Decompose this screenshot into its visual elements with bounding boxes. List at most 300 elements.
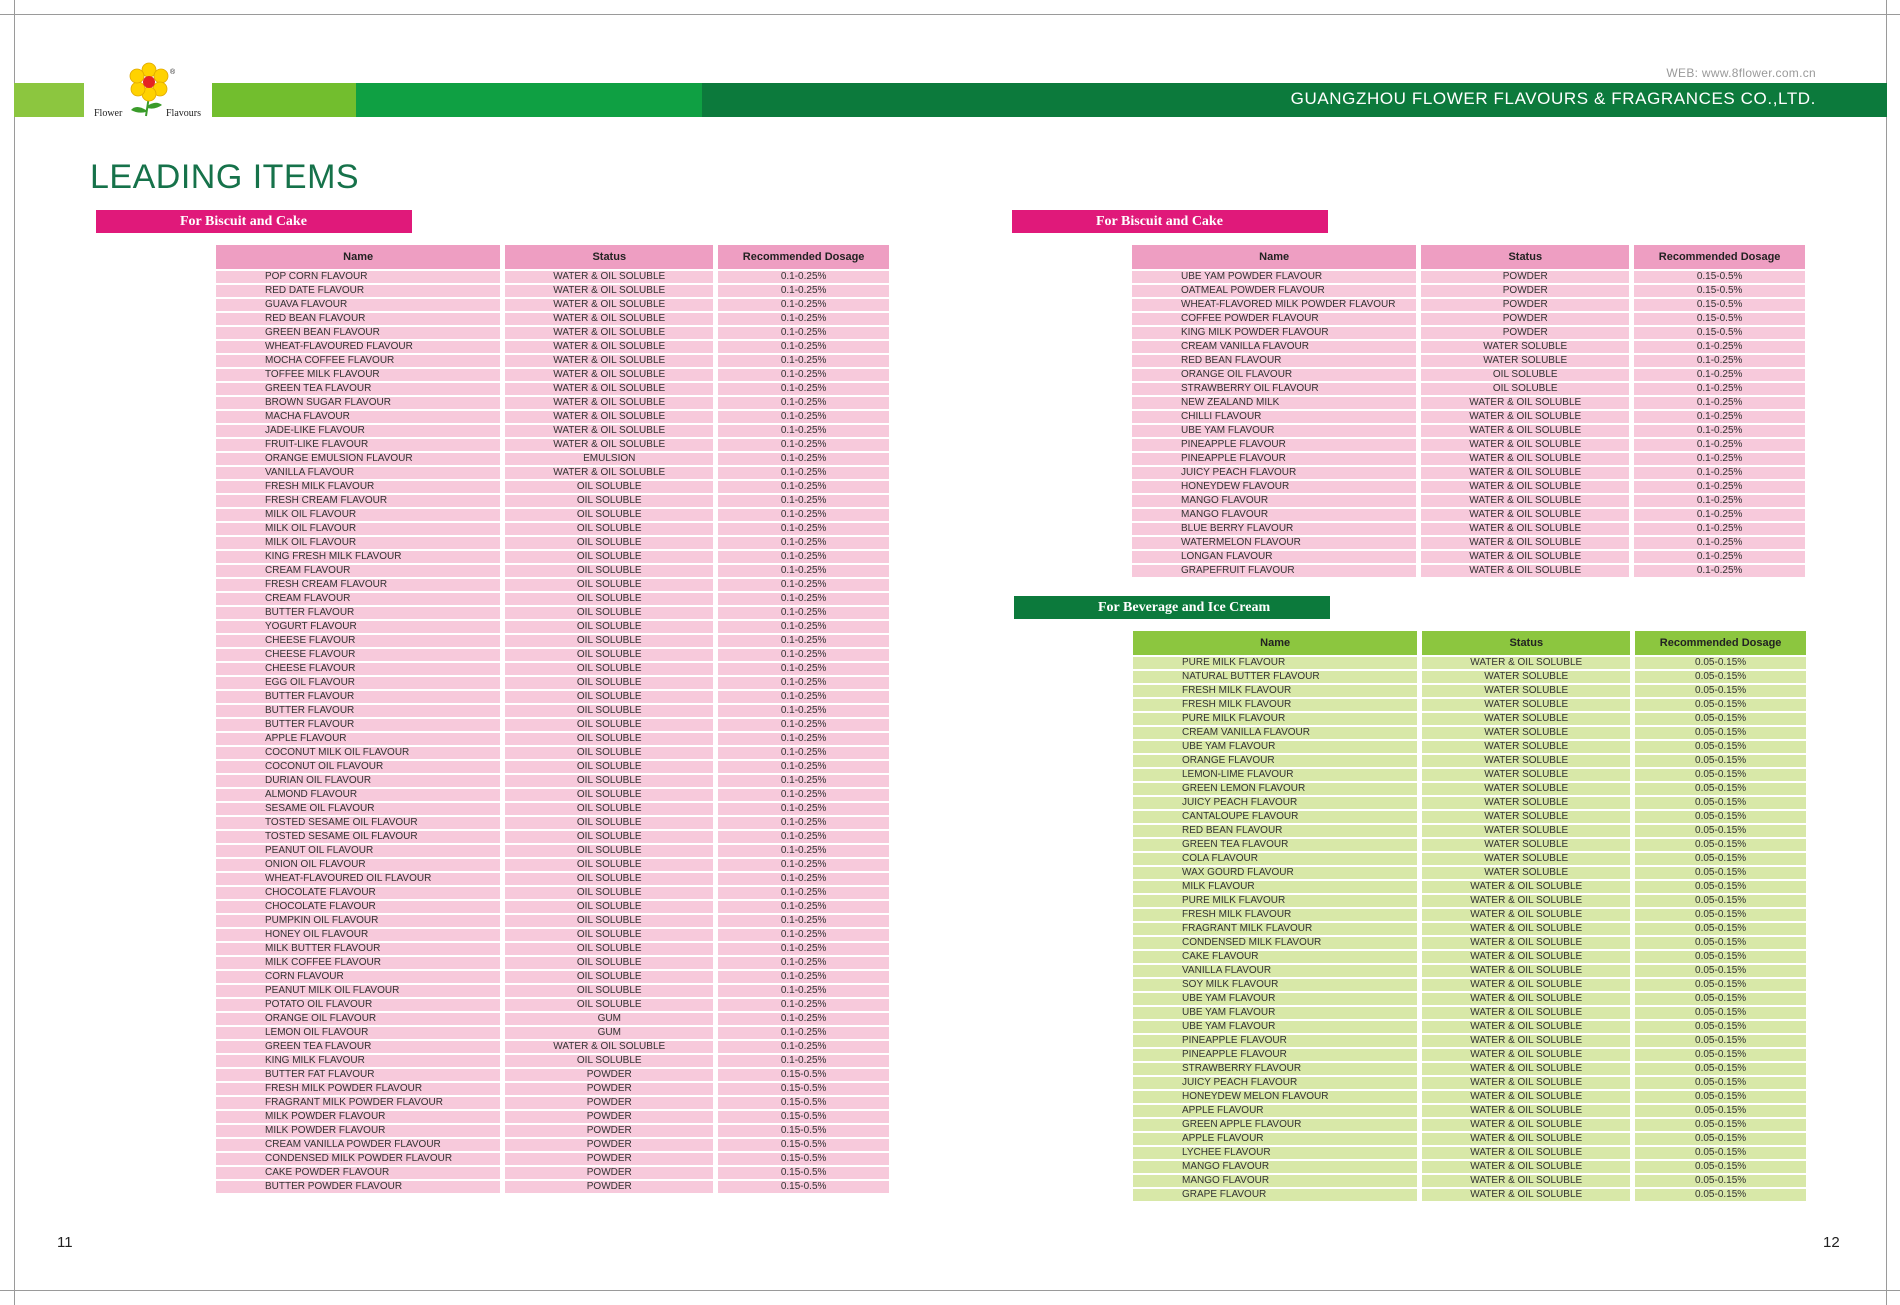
dosage-cell: 0.1-0.25% <box>718 733 889 745</box>
status-cell: WATER & OIL SOLUBLE <box>505 1041 713 1053</box>
status-cell: OIL SOLUBLE <box>1421 383 1629 395</box>
status-cell: WATER SOLUBLE <box>1422 797 1630 809</box>
status-cell: OIL SOLUBLE <box>505 943 713 955</box>
table-row <box>216 719 889 731</box>
dosage-cell: 0.1-0.25% <box>1634 523 1805 535</box>
table-row <box>1132 439 1805 451</box>
flavour-name-cell: MILK BUTTER FLAVOUR <box>216 943 500 955</box>
dosage-cell: 0.1-0.25% <box>718 341 889 353</box>
table-row <box>216 299 889 311</box>
table-row <box>216 1055 889 1067</box>
status-cell: WATER SOLUBLE <box>1422 755 1630 767</box>
status-cell: WATER SOLUBLE <box>1422 853 1630 865</box>
table-row <box>1132 495 1805 507</box>
dosage-cell: 0.15-0.5% <box>1634 299 1805 311</box>
status-cell: WATER & OIL SOLUBLE <box>1421 425 1629 437</box>
flavour-name-cell: YOGURT FLAVOUR <box>216 621 500 633</box>
dosage-cell: 0.05-0.15% <box>1635 1119 1806 1131</box>
dosage-cell: 0.15-0.5% <box>1634 285 1805 297</box>
status-cell: GUM <box>505 1027 713 1039</box>
dosage-cell: 0.1-0.25% <box>718 943 889 955</box>
table-row <box>216 495 889 507</box>
table-row <box>1133 783 1806 795</box>
flavour-name-cell: SESAME OIL FLAVOUR <box>216 803 500 815</box>
dosage-cell: 0.1-0.25% <box>718 327 889 339</box>
dosage-cell: 0.1-0.25% <box>718 1027 889 1039</box>
flavour-name-cell: OATMEAL POWDER FLAVOUR <box>1132 285 1416 297</box>
table-row <box>1133 1189 1806 1201</box>
flavour-name-cell: NEW ZEALAND MILK <box>1132 397 1416 409</box>
status-cell: OIL SOLUBLE <box>505 873 713 885</box>
dosage-cell: 0.15-0.5% <box>718 1139 889 1151</box>
dosage-cell: 0.1-0.25% <box>718 873 889 885</box>
dosage-cell: 0.1-0.25% <box>718 803 889 815</box>
status-cell: WATER & OIL SOLUBLE <box>1422 1021 1630 1033</box>
right-biscuit-table <box>1127 243 1810 579</box>
status-cell: WATER & OIL SOLUBLE <box>1422 1119 1630 1131</box>
table-row <box>1133 671 1806 683</box>
table-header-row <box>1133 631 1806 655</box>
flavour-name-cell: CHILLI FLAVOUR <box>1132 411 1416 423</box>
status-cell: OIL SOLUBLE <box>505 565 713 577</box>
flavour-name-cell: TOSTED SESAME OIL FLAVOUR <box>216 831 500 843</box>
flavour-name-cell: UBE YAM FLAVOUR <box>1133 1007 1417 1019</box>
column-header: Recommended Dosage <box>1635 631 1806 655</box>
table-row <box>216 985 889 997</box>
table-row <box>216 901 889 913</box>
status-cell: POWDER <box>1421 327 1629 339</box>
flavour-name-cell: UBE YAM FLAVOUR <box>1133 1021 1417 1033</box>
status-cell: OIL SOLUBLE <box>1421 369 1629 381</box>
table-row <box>216 383 889 395</box>
table-row <box>216 929 889 941</box>
dosage-cell: 0.1-0.25% <box>718 705 889 717</box>
flavour-name-cell: BLUE BERRY FLAVOUR <box>1132 523 1416 535</box>
dosage-cell: 0.05-0.15% <box>1635 797 1806 809</box>
status-cell: OIL SOLUBLE <box>505 705 713 717</box>
status-cell: WATER & OIL SOLUBLE <box>1421 523 1629 535</box>
table-row <box>216 1097 889 1109</box>
flavour-name-cell: UBE YAM FLAVOUR <box>1132 425 1416 437</box>
flavour-name-cell: JUICY PEACH FLAVOUR <box>1133 797 1417 809</box>
table-row <box>216 1125 889 1137</box>
flavour-name-cell: LEMON OIL FLAVOUR <box>216 1027 500 1039</box>
flavour-name-cell: BUTTER FLAVOUR <box>216 607 500 619</box>
status-cell: WATER SOLUBLE <box>1421 355 1629 367</box>
flavour-name-cell: GREEN LEMON FLAVOUR <box>1133 783 1417 795</box>
dosage-cell: 0.05-0.15% <box>1635 769 1806 781</box>
section-banner-right-2 <box>1014 596 1330 619</box>
status-cell: WATER & OIL SOLUBLE <box>1422 1161 1630 1173</box>
dosage-cell: 0.05-0.15% <box>1635 755 1806 767</box>
crop-mark <box>0 14 1900 15</box>
table-row <box>216 537 889 549</box>
flavour-name-cell: TOFFEE MILK FLAVOUR <box>216 369 500 381</box>
table-row <box>216 1139 889 1151</box>
flavour-name-cell: GREEN TEA FLAVOUR <box>216 1041 500 1053</box>
dosage-cell: 0.1-0.25% <box>718 789 889 801</box>
table-row <box>1133 965 1806 977</box>
status-cell: WATER & OIL SOLUBLE <box>1422 965 1630 977</box>
table-row <box>1133 1007 1806 1019</box>
dosage-cell: 0.15-0.5% <box>718 1111 889 1123</box>
status-cell: OIL SOLUBLE <box>505 929 713 941</box>
flavour-name-cell: RED BEAN FLAVOUR <box>1132 355 1416 367</box>
status-cell: WATER SOLUBLE <box>1422 867 1630 879</box>
table-row <box>216 887 889 899</box>
status-cell: WATER & OIL SOLUBLE <box>505 355 713 367</box>
table-row <box>1133 811 1806 823</box>
flavour-name-cell: MACHA FLAVOUR <box>216 411 500 423</box>
table-row <box>216 341 889 353</box>
dosage-cell: 0.1-0.25% <box>718 439 889 451</box>
table-row <box>216 971 889 983</box>
flavour-name-cell: POP CORN FLAVOUR <box>216 271 500 283</box>
dosage-cell: 0.15-0.5% <box>1634 313 1805 325</box>
status-cell: POWDER <box>505 1069 713 1081</box>
flavour-name-cell: GREEN TEA FLAVOUR <box>216 383 500 395</box>
table-row <box>216 915 889 927</box>
flavour-name-cell: MILK COFFEE FLAVOUR <box>216 957 500 969</box>
dosage-cell: 0.1-0.25% <box>718 607 889 619</box>
dosage-cell: 0.15-0.5% <box>718 1125 889 1137</box>
table-row <box>216 453 889 465</box>
status-cell: POWDER <box>505 1153 713 1165</box>
status-cell: WATER & OIL SOLUBLE <box>1422 1175 1630 1187</box>
table-row <box>216 1167 889 1179</box>
table-row <box>216 285 889 297</box>
dosage-cell: 0.1-0.25% <box>1634 481 1805 493</box>
flavour-name-cell: MILK OIL FLAVOUR <box>216 509 500 521</box>
flavour-name-cell: STRAWBERRY FLAVOUR <box>1133 1063 1417 1075</box>
table-row <box>1133 741 1806 753</box>
status-cell: OIL SOLUBLE <box>505 481 713 493</box>
status-cell: WATER & OIL SOLUBLE <box>505 341 713 353</box>
flavour-name-cell: JUICY PEACH FLAVOUR <box>1132 467 1416 479</box>
status-cell: WATER & OIL SOLUBLE <box>505 327 713 339</box>
flavour-name-cell: UBE YAM FLAVOUR <box>1133 741 1417 753</box>
table-row <box>216 817 889 829</box>
status-cell: OIL SOLUBLE <box>505 817 713 829</box>
table-row <box>1133 881 1806 893</box>
status-cell: OIL SOLUBLE <box>505 999 713 1011</box>
dosage-cell: 0.05-0.15% <box>1635 853 1806 865</box>
svg-text:®: ® <box>170 69 176 76</box>
status-cell: WATER & OIL SOLUBLE <box>1421 565 1629 577</box>
table-row <box>1132 565 1805 577</box>
flavour-name-cell: APPLE FLAVOUR <box>216 733 500 745</box>
status-cell: WATER & OIL SOLUBLE <box>505 397 713 409</box>
table-row <box>1132 383 1805 395</box>
table-row <box>1132 537 1805 549</box>
table-row <box>1132 285 1805 297</box>
dosage-cell: 0.05-0.15% <box>1635 685 1806 697</box>
flavour-name-cell: CHEESE FLAVOUR <box>216 635 500 647</box>
status-cell: WATER SOLUBLE <box>1422 713 1630 725</box>
dosage-cell: 0.15-0.5% <box>718 1069 889 1081</box>
flavour-name-cell: CONDENSED MILK POWDER FLAVOUR <box>216 1153 500 1165</box>
dosage-cell: 0.1-0.25% <box>718 971 889 983</box>
flavour-name-cell: VANILLA FLAVOUR <box>216 467 500 479</box>
table-header-row <box>216 245 889 269</box>
table-row <box>216 271 889 283</box>
flavour-name-cell: PURE MILK FLAVOUR <box>1133 657 1417 669</box>
status-cell: OIL SOLUBLE <box>505 1055 713 1067</box>
left-flavour-table <box>211 243 894 1195</box>
status-cell: OIL SOLUBLE <box>505 887 713 899</box>
status-cell: OIL SOLUBLE <box>505 971 713 983</box>
dosage-cell: 0.05-0.15% <box>1635 1133 1806 1145</box>
flavour-name-cell: WHEAT-FLAVORED MILK POWDER FLAVOUR <box>1132 299 1416 311</box>
table-row <box>1133 699 1806 711</box>
flavour-name-cell: MILK POWDER FLAVOUR <box>216 1125 500 1137</box>
dosage-cell: 0.1-0.25% <box>718 915 889 927</box>
flavour-name-cell: EGG OIL FLAVOUR <box>216 677 500 689</box>
table-row <box>216 859 889 871</box>
flavour-name-cell: RED BEAN FLAVOUR <box>216 313 500 325</box>
column-header: Recommended Dosage <box>1634 245 1805 269</box>
flavour-name-cell: KING MILK POWDER FLAVOUR <box>1132 327 1416 339</box>
table-row <box>216 845 889 857</box>
dosage-cell: 0.1-0.25% <box>718 747 889 759</box>
dosage-cell: 0.1-0.25% <box>718 817 889 829</box>
dosage-cell: 0.05-0.15% <box>1635 937 1806 949</box>
status-cell: OIL SOLUBLE <box>505 621 713 633</box>
dosage-cell: 0.1-0.25% <box>718 355 889 367</box>
table-row <box>216 761 889 773</box>
dosage-cell: 0.1-0.25% <box>718 383 889 395</box>
table-row <box>1133 1077 1806 1089</box>
status-cell: WATER & OIL SOLUBLE <box>1422 895 1630 907</box>
table-row <box>216 789 889 801</box>
table-row <box>1133 909 1806 921</box>
table-row <box>216 1013 889 1025</box>
flavour-name-cell: CAKE POWDER FLAVOUR <box>216 1167 500 1179</box>
status-cell: POWDER <box>505 1181 713 1193</box>
table-row <box>1133 1175 1806 1187</box>
flavour-name-cell: NATURAL BUTTER FLAVOUR <box>1133 671 1417 683</box>
table-row <box>1133 839 1806 851</box>
status-cell: OIL SOLUBLE <box>505 551 713 563</box>
dosage-cell: 0.15-0.5% <box>718 1181 889 1193</box>
dosage-cell: 0.1-0.25% <box>718 271 889 283</box>
status-cell: WATER & OIL SOLUBLE <box>505 467 713 479</box>
section-banner-right-1 <box>1012 210 1328 233</box>
flavour-name-cell: COCONUT OIL FLAVOUR <box>216 761 500 773</box>
dosage-cell: 0.1-0.25% <box>718 285 889 297</box>
table-row <box>216 593 889 605</box>
table-row <box>216 663 889 675</box>
dosage-cell: 0.15-0.5% <box>718 1153 889 1165</box>
status-cell: OIL SOLUBLE <box>505 747 713 759</box>
dosage-cell: 0.1-0.25% <box>718 649 889 661</box>
table-row <box>216 747 889 759</box>
table-row <box>216 509 889 521</box>
status-cell: OIL SOLUBLE <box>505 831 713 843</box>
table-row <box>216 943 889 955</box>
flavour-name-cell: ONION OIL FLAVOUR <box>216 859 500 871</box>
dosage-cell: 0.1-0.25% <box>1634 411 1805 423</box>
flavour-name-cell: GRAPEFRUIT FLAVOUR <box>1132 565 1416 577</box>
dosage-cell: 0.1-0.25% <box>718 1055 889 1067</box>
dosage-cell: 0.1-0.25% <box>1634 397 1805 409</box>
status-cell: WATER & OIL SOLUBLE <box>1422 979 1630 991</box>
status-cell: POWDER <box>505 1167 713 1179</box>
table-row <box>216 635 889 647</box>
flavour-name-cell: POTATO OIL FLAVOUR <box>216 999 500 1011</box>
table-row <box>1132 271 1805 283</box>
dosage-cell: 0.05-0.15% <box>1635 1077 1806 1089</box>
section-title: For Biscuit and Cake <box>1096 214 1223 229</box>
column-header: Name <box>216 245 500 269</box>
table-row <box>216 733 889 745</box>
flavour-name-cell: PURE MILK FLAVOUR <box>1133 713 1417 725</box>
dosage-cell: 0.1-0.25% <box>1634 537 1805 549</box>
status-cell: OIL SOLUBLE <box>505 593 713 605</box>
status-cell: WATER SOLUBLE <box>1422 783 1630 795</box>
status-cell: OIL SOLUBLE <box>505 775 713 787</box>
status-cell: WATER SOLUBLE <box>1422 825 1630 837</box>
dosage-cell: 0.05-0.15% <box>1635 1049 1806 1061</box>
dosage-cell: 0.05-0.15% <box>1635 727 1806 739</box>
table-row <box>1132 481 1805 493</box>
status-cell: WATER & OIL SOLUBLE <box>1422 909 1630 921</box>
status-cell: POWDER <box>1421 299 1629 311</box>
dosage-cell: 0.1-0.25% <box>718 621 889 633</box>
dosage-cell: 0.1-0.25% <box>718 495 889 507</box>
flavour-name-cell: BUTTER POWDER FLAVOUR <box>216 1181 500 1193</box>
status-cell: WATER SOLUBLE <box>1422 727 1630 739</box>
dosage-cell: 0.1-0.25% <box>718 453 889 465</box>
flavour-name-cell: JADE-LIKE FLAVOUR <box>216 425 500 437</box>
table-row <box>216 565 889 577</box>
company-logo <box>86 60 212 122</box>
status-cell: POWDER <box>1421 285 1629 297</box>
dosage-cell: 0.15-0.5% <box>1634 327 1805 339</box>
status-cell: WATER & OIL SOLUBLE <box>505 313 713 325</box>
table-row <box>216 831 889 843</box>
dosage-cell: 0.1-0.25% <box>1634 439 1805 451</box>
page-number-left: 11 <box>57 1234 73 1251</box>
dosage-cell: 0.1-0.25% <box>718 901 889 913</box>
table-row <box>1133 1049 1806 1061</box>
dosage-cell: 0.1-0.25% <box>718 929 889 941</box>
dosage-cell: 0.1-0.25% <box>718 299 889 311</box>
status-cell: POWDER <box>505 1083 713 1095</box>
flavour-name-cell: CONDENSED MILK FLAVOUR <box>1133 937 1417 949</box>
flavour-name-cell: BROWN SUGAR FLAVOUR <box>216 397 500 409</box>
table-row <box>1132 299 1805 311</box>
status-cell: POWDER <box>505 1139 713 1151</box>
table-row <box>1132 425 1805 437</box>
dosage-cell: 0.1-0.25% <box>1634 369 1805 381</box>
status-cell: GUM <box>505 1013 713 1025</box>
table-row <box>1132 313 1805 325</box>
dosage-cell: 0.1-0.25% <box>718 509 889 521</box>
status-cell: WATER & OIL SOLUBLE <box>505 383 713 395</box>
dosage-cell: 0.05-0.15% <box>1635 741 1806 753</box>
flavour-name-cell: WHEAT-FLAVOURED FLAVOUR <box>216 341 500 353</box>
dosage-cell: 0.1-0.25% <box>1634 495 1805 507</box>
flavour-name-cell: PEANUT MILK OIL FLAVOUR <box>216 985 500 997</box>
flavour-name-cell: PEANUT OIL FLAVOUR <box>216 845 500 857</box>
flavour-name-cell: MILK POWDER FLAVOUR <box>216 1111 500 1123</box>
dosage-cell: 0.1-0.25% <box>718 537 889 549</box>
status-cell: WATER & OIL SOLUBLE <box>1421 481 1629 493</box>
flavour-name-cell: CAKE FLAVOUR <box>1133 951 1417 963</box>
status-cell: OIL SOLUBLE <box>505 915 713 927</box>
table-row <box>216 355 889 367</box>
table-row <box>1132 467 1805 479</box>
dosage-cell: 0.1-0.25% <box>718 593 889 605</box>
dosage-cell: 0.1-0.25% <box>718 719 889 731</box>
status-cell: WATER & OIL SOLUBLE <box>505 369 713 381</box>
table-row <box>1133 1133 1806 1145</box>
table-row <box>216 327 889 339</box>
flavour-name-cell: FRESH MILK FLAVOUR <box>1133 685 1417 697</box>
flavour-name-cell: CORN FLAVOUR <box>216 971 500 983</box>
flavour-name-cell: PINEAPPLE FLAVOUR <box>1133 1035 1417 1047</box>
dosage-cell: 0.05-0.15% <box>1635 909 1806 921</box>
flavour-name-cell: BUTTER FLAVOUR <box>216 691 500 703</box>
dosage-cell: 0.1-0.25% <box>718 775 889 787</box>
section-title: For Biscuit and Cake <box>180 214 307 229</box>
table-row <box>1133 1119 1806 1131</box>
flavour-name-cell: COFFEE POWDER FLAVOUR <box>1132 313 1416 325</box>
status-cell: WATER & OIL SOLUBLE <box>1422 993 1630 1005</box>
status-cell: WATER & OIL SOLUBLE <box>1422 951 1630 963</box>
status-cell: OIL SOLUBLE <box>505 733 713 745</box>
status-cell: OIL SOLUBLE <box>505 901 713 913</box>
dosage-cell: 0.1-0.25% <box>718 999 889 1011</box>
status-cell: WATER SOLUBLE <box>1422 811 1630 823</box>
table-row <box>216 1153 889 1165</box>
flavour-name-cell: MILK FLAVOUR <box>1133 881 1417 893</box>
table-row <box>1132 369 1805 381</box>
page-title: LEADING ITEMS <box>90 158 360 196</box>
status-cell: WATER & OIL SOLUBLE <box>1422 1147 1630 1159</box>
table-row <box>1133 853 1806 865</box>
flavour-name-cell: KING FRESH MILK FLAVOUR <box>216 551 500 563</box>
status-cell: WATER & OIL SOLUBLE <box>1422 1035 1630 1047</box>
status-cell: OIL SOLUBLE <box>505 761 713 773</box>
dosage-cell: 0.05-0.15% <box>1635 1175 1806 1187</box>
flavour-name-cell: FRESH MILK POWDER FLAVOUR <box>216 1083 500 1095</box>
flavour-name-cell: STRAWBERRY OIL FLAVOUR <box>1132 383 1416 395</box>
flavour-name-cell: CANTALOUPE FLAVOUR <box>1133 811 1417 823</box>
dosage-cell: 0.1-0.25% <box>718 467 889 479</box>
flavour-name-cell: GREEN APPLE FLAVOUR <box>1133 1119 1417 1131</box>
crop-mark <box>0 1290 1900 1291</box>
status-cell: WATER & OIL SOLUBLE <box>1422 923 1630 935</box>
dosage-cell: 0.1-0.25% <box>718 859 889 871</box>
dosage-cell: 0.1-0.25% <box>718 1041 889 1053</box>
dosage-cell: 0.05-0.15% <box>1635 699 1806 711</box>
table-row <box>216 999 889 1011</box>
logo-word-right: Flavours <box>166 108 201 119</box>
dosage-cell: 0.1-0.25% <box>718 313 889 325</box>
flavour-name-cell: RED DATE FLAVOUR <box>216 285 500 297</box>
table-row <box>1133 657 1806 669</box>
dosage-cell: 0.05-0.15% <box>1635 993 1806 1005</box>
status-cell: WATER & OIL SOLUBLE <box>1421 495 1629 507</box>
dosage-cell: 0.1-0.25% <box>1634 355 1805 367</box>
flavour-name-cell: WHEAT-FLAVOURED OIL FLAVOUR <box>216 873 500 885</box>
dosage-cell: 0.1-0.25% <box>718 523 889 535</box>
status-cell: WATER & OIL SOLUBLE <box>505 299 713 311</box>
status-cell: WATER & OIL SOLUBLE <box>1422 1105 1630 1117</box>
table-row <box>1132 397 1805 409</box>
